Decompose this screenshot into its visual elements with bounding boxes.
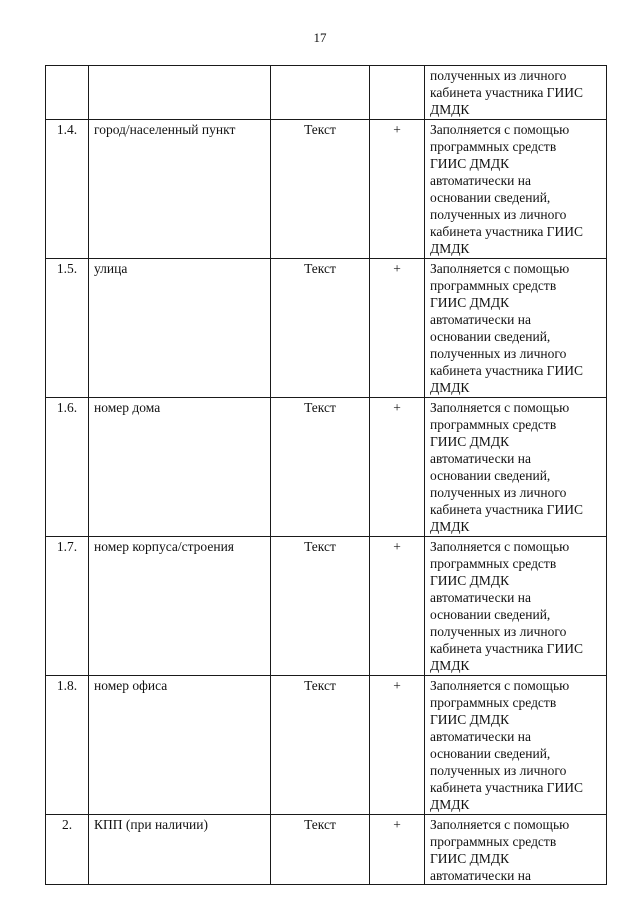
- description-line: программных средств: [430, 417, 557, 432]
- cell-name: [89, 66, 271, 120]
- description-line: ГИИС ДМДК: [430, 295, 510, 310]
- cell-required: +: [370, 676, 425, 815]
- table-row: [46, 259, 607, 398]
- description-line: полученных из личного: [430, 68, 567, 83]
- description-line: кабинета участника ГИИС: [430, 641, 583, 656]
- description-line: кабинета участника ГИИС: [430, 780, 583, 795]
- description-line: ДМДК: [430, 380, 470, 395]
- cell-required: +: [370, 815, 425, 885]
- cell-num: 1.4.: [46, 120, 89, 259]
- description-line: кабинета участника ГИИС: [430, 502, 583, 517]
- cell-description: [425, 120, 607, 259]
- cell-type: Текст: [271, 398, 370, 537]
- cell-description: [425, 676, 607, 815]
- table-row: [46, 398, 607, 537]
- description-line: ДМДК: [430, 797, 470, 812]
- cell-description: [425, 66, 607, 120]
- description-line: ГИИС ДМДК: [430, 851, 510, 866]
- cell-description: [425, 398, 607, 537]
- description-line: автоматически на: [430, 312, 531, 327]
- cell-description: [425, 259, 607, 398]
- description-line: полученных из личного: [430, 763, 567, 778]
- description-line: автоматически на: [430, 173, 531, 188]
- cell-required: +: [370, 120, 425, 259]
- cell-type: Текст: [271, 537, 370, 676]
- table-row: [46, 537, 607, 676]
- cell-name: номер дома: [89, 398, 271, 537]
- table-row: [46, 815, 607, 885]
- cell-num: 1.8.: [46, 676, 89, 815]
- cell-required: [370, 66, 425, 120]
- description-line: Заполняется с помощью: [430, 122, 570, 137]
- description-line: Заполняется с помощью: [430, 817, 570, 832]
- description-line: Заполняется с помощью: [430, 400, 570, 415]
- cell-num: [46, 66, 89, 120]
- description-line: кабинета участника ГИИС: [430, 363, 583, 378]
- description-line: основании сведений,: [430, 746, 551, 761]
- description-line: полученных из личного: [430, 207, 567, 222]
- description-line: полученных из личного: [430, 485, 567, 500]
- description-line: ДМДК: [430, 241, 470, 256]
- cell-type: [271, 66, 370, 120]
- fields-table: [45, 65, 607, 885]
- description-line: программных средств: [430, 278, 557, 293]
- table-row-continuation: [46, 66, 607, 120]
- description-line: программных средств: [430, 695, 557, 710]
- cell-name: КПП (при наличии): [89, 815, 271, 885]
- page-number: 17: [313, 30, 327, 45]
- table-row: [46, 676, 607, 815]
- cell-type: Текст: [271, 259, 370, 398]
- cell-name: номер корпуса/строения: [89, 537, 271, 676]
- description-line: полученных из личного: [430, 346, 567, 361]
- cell-name: улица: [89, 259, 271, 398]
- table-body: [46, 66, 607, 885]
- cell-description: [425, 537, 607, 676]
- table-row: [46, 120, 607, 259]
- description-line: полученных из личного: [430, 624, 567, 639]
- cell-num: 1.5.: [46, 259, 89, 398]
- description-line: ГИИС ДМДК: [430, 434, 510, 449]
- cell-type: Текст: [271, 120, 370, 259]
- cell-name: город/населенный пункт: [89, 120, 271, 259]
- cell-type: Текст: [271, 676, 370, 815]
- cell-num: 2.: [46, 815, 89, 885]
- description-line: Заполняется с помощью: [430, 261, 570, 276]
- description-line: ДМДК: [430, 102, 470, 117]
- description-line: программных средств: [430, 139, 557, 154]
- description-line: кабинета участника ГИИС: [430, 224, 583, 239]
- description-line: программных средств: [430, 834, 557, 849]
- description-line: ГИИС ДМДК: [430, 573, 510, 588]
- cell-required: +: [370, 259, 425, 398]
- description-line: основании сведений,: [430, 468, 551, 483]
- description-line: программных средств: [430, 556, 557, 571]
- cell-num: 1.7.: [46, 537, 89, 676]
- cell-type: Текст: [271, 815, 370, 885]
- description-line: основании сведений,: [430, 329, 551, 344]
- description-line: автоматически на: [430, 729, 531, 744]
- description-line: Заполняется с помощью: [430, 539, 570, 554]
- description-line: ГИИС ДМДК: [430, 156, 510, 171]
- cell-name: номер офиса: [89, 676, 271, 815]
- cell-required: +: [370, 398, 425, 537]
- description-line: автоматически на: [430, 590, 531, 605]
- cell-required: +: [370, 537, 425, 676]
- description-line: Заполняется с помощью: [430, 678, 570, 693]
- description-line: ДМДК: [430, 658, 470, 673]
- description-line: кабинета участника ГИИС: [430, 85, 583, 100]
- description-line: автоматически на: [430, 868, 531, 883]
- description-line: ДМДК: [430, 519, 470, 534]
- description-line: основании сведений,: [430, 607, 551, 622]
- description-line: основании сведений,: [430, 190, 551, 205]
- description-line: автоматически на: [430, 451, 531, 466]
- cell-num: 1.6.: [46, 398, 89, 537]
- cell-description: [425, 815, 607, 885]
- description-line: ГИИС ДМДК: [430, 712, 510, 727]
